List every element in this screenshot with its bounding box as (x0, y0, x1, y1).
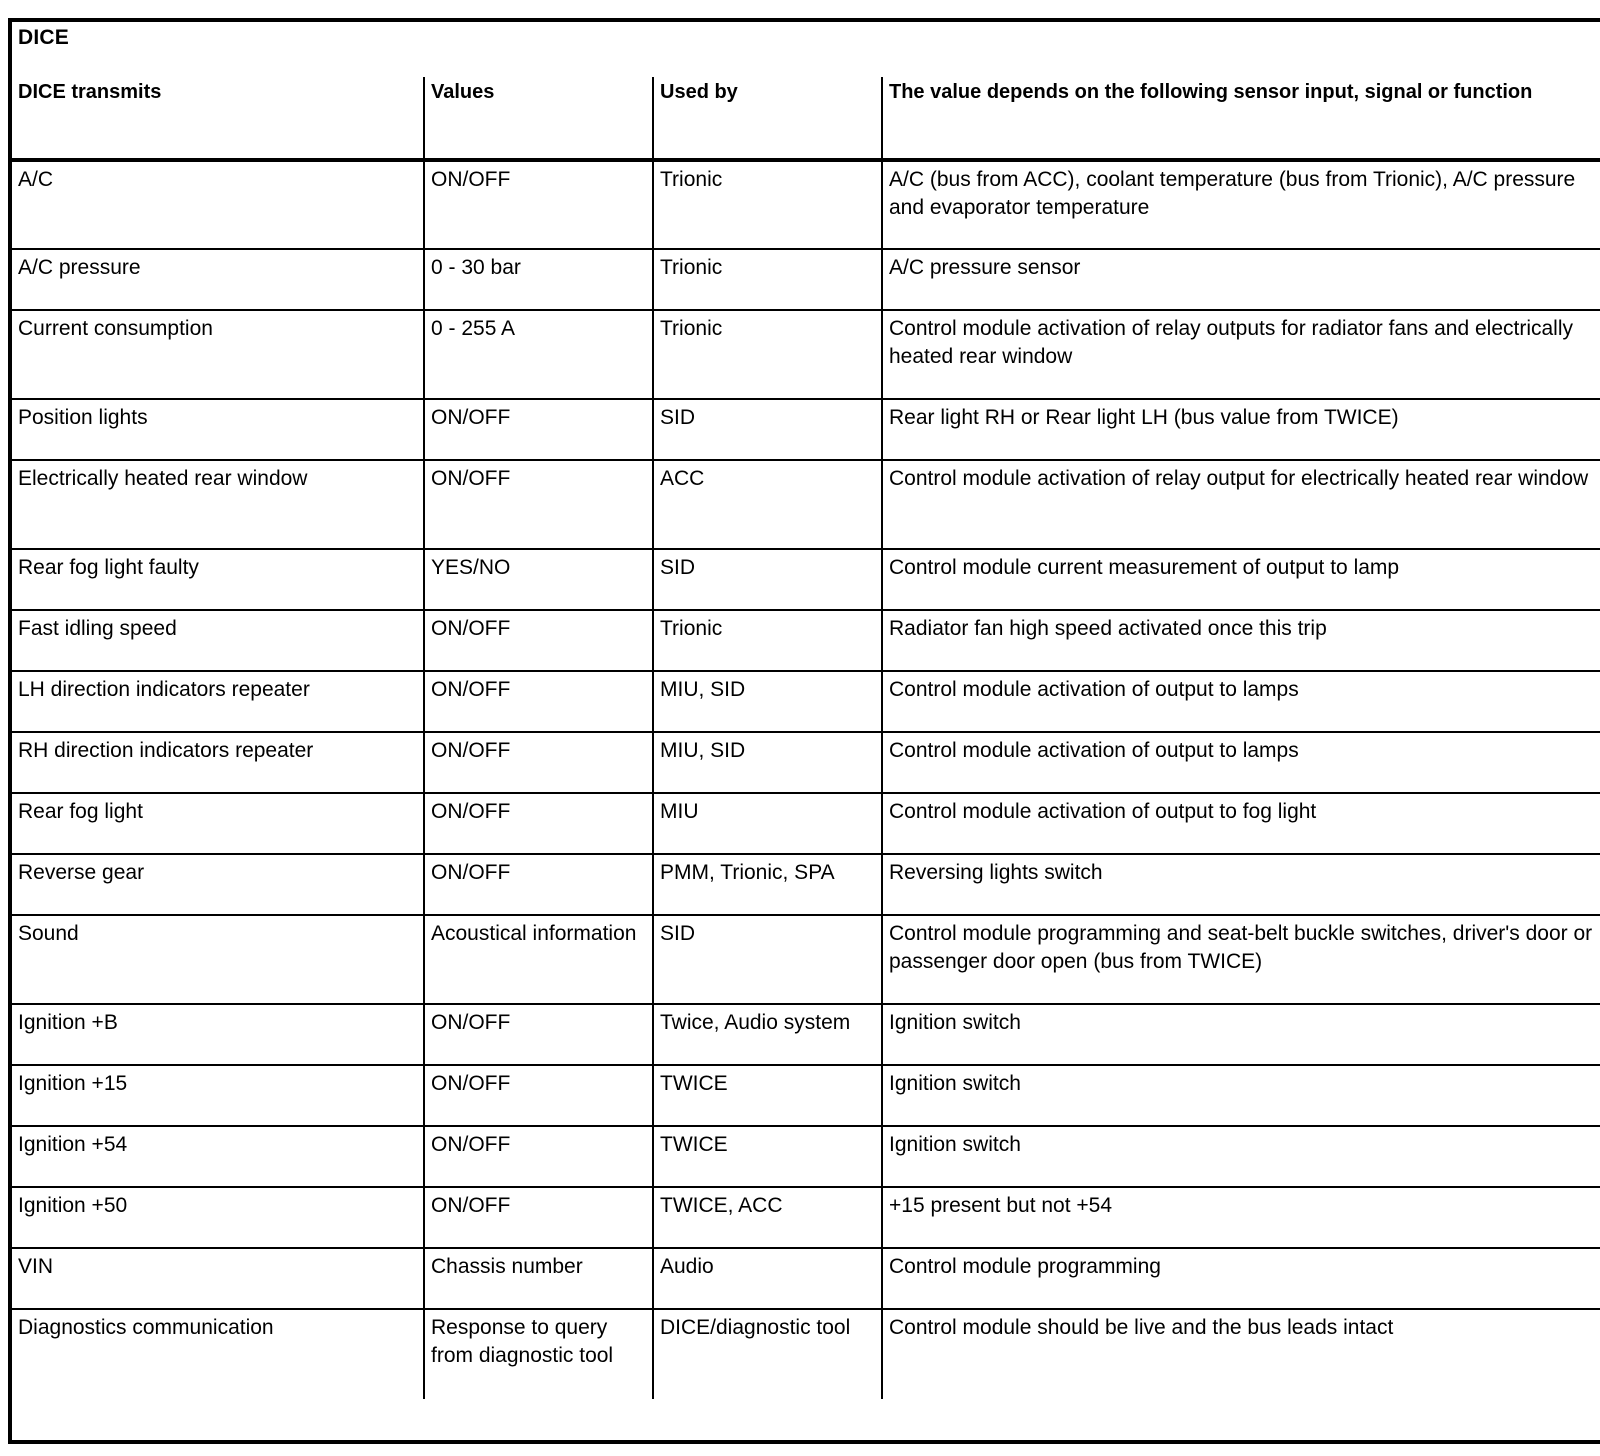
cell-used-by: MIU (653, 793, 882, 854)
table-row (12, 549, 1600, 610)
cell-depends-on: Ignition switch (882, 1126, 1600, 1187)
cell-depends-on: Control module current measurement of output to lamp (882, 549, 1600, 610)
table-row (12, 310, 1600, 399)
cell-values: ON/OFF (424, 1126, 653, 1187)
cell-values: ON/OFF (424, 671, 653, 732)
cell-used-by: Trionic (653, 160, 882, 249)
table-row (12, 610, 1600, 671)
table-row (12, 732, 1600, 793)
cell-transmits: LH direction indicators repeater (12, 671, 424, 732)
dice-signal-table (12, 77, 1600, 1399)
table-row (12, 1004, 1600, 1065)
cell-transmits: A/C (12, 160, 424, 249)
table-row (12, 854, 1600, 915)
cell-values: ON/OFF (424, 399, 653, 460)
cell-depends-on: Control module activation of output to lamps (882, 732, 1600, 793)
column-header-values: Values (424, 77, 653, 160)
cell-used-by: ACC (653, 460, 882, 549)
cell-transmits: Fast idling speed (12, 610, 424, 671)
cell-values: ON/OFF (424, 610, 653, 671)
table-row (12, 249, 1600, 310)
cell-used-by: MIU, SID (653, 671, 882, 732)
cell-used-by: SID (653, 915, 882, 1004)
cell-values: Response to query from diagnostic tool (424, 1309, 653, 1399)
column-header-transmits: DICE transmits (12, 77, 424, 160)
table-row (12, 1126, 1600, 1187)
cell-used-by: Audio (653, 1248, 882, 1309)
cell-transmits: Reverse gear (12, 854, 424, 915)
cell-transmits: Diagnostics communication (18, 1316, 274, 1339)
cell-depends-on: Control module activation of output to lamps (882, 671, 1600, 732)
table-row (12, 160, 1600, 249)
cell-depends-on: A/C (bus from ACC), coolant temperature (bus from Trionic), A/C pressure and evaporator temperature (882, 160, 1600, 249)
table-row (12, 1065, 1600, 1126)
table-row (12, 915, 1600, 1004)
cell-used-by: SID (653, 549, 882, 610)
cell-transmits: Ignition +50 (12, 1187, 424, 1248)
cell-used-by: Trionic (653, 249, 882, 310)
table-row (12, 793, 1600, 854)
cell-depends-on: Control module should be live and the bus leads intact (882, 1309, 1600, 1399)
cell-values: ON/OFF (424, 1187, 653, 1248)
table-row (12, 1187, 1600, 1248)
cell-transmits: RH direction indicators repeater (12, 732, 424, 793)
cell-transmits: Electrically heated rear window (12, 460, 424, 549)
cell-depends-on: Control module activation of relay output for electrically heated rear window (882, 460, 1600, 549)
cell-used-by: TWICE (653, 1065, 882, 1126)
cell-values: ON/OFF (424, 732, 653, 793)
cell-transmits: Sound (12, 915, 424, 1004)
cell-depends-on: Radiator fan high speed activated once this trip (882, 610, 1600, 671)
table-row (12, 460, 1600, 549)
cell-values: ON/OFF (424, 460, 653, 549)
cell-values: Chassis number (424, 1248, 653, 1309)
cell-values: ON/OFF (424, 160, 653, 249)
cell-transmits: Rear fog light faulty (12, 549, 424, 610)
cell-depends-on: Rear light RH or Rear light LH (bus value from TWICE) (882, 399, 1600, 460)
cell-depends-on: Control module programming and seat-belt buckle switches, driver's door or passenger door open (bus from TWICE) (882, 915, 1600, 1004)
table-header-row (12, 77, 1600, 160)
column-header-depends-on: The value depends on the following sensor input, signal or function (882, 77, 1600, 160)
cell-used-by: MIU, SID (653, 732, 882, 793)
cell-values: 0 - 255 A (424, 310, 653, 399)
cell-transmits: A/C pressure (12, 249, 424, 310)
cell-used-by: TWICE (653, 1126, 882, 1187)
table-row (12, 399, 1600, 460)
cell-used-by: DICE/diagnostic tool (653, 1309, 882, 1399)
table-row (12, 1248, 1600, 1309)
cell-depends-on: Control module activation of output to fog light (882, 793, 1600, 854)
cell-values: ON/OFF (424, 1065, 653, 1126)
cell-depends-on: Ignition switch (882, 1065, 1600, 1126)
cell-transmits: Position lights (12, 399, 424, 460)
cell-transmits: VIN (12, 1248, 424, 1309)
column-header-used-by: Used by (653, 77, 882, 160)
cell-depends-on: A/C pressure sensor (882, 249, 1600, 310)
cell-values: ON/OFF (424, 1004, 653, 1065)
cell-used-by: Trionic (653, 610, 882, 671)
cell-used-by: TWICE, ACC (653, 1187, 882, 1248)
cell-depends-on: Control module activation of relay outputs for radiator fans and electrically heated rear window (882, 310, 1600, 399)
cell-depends-on: Reversing lights switch (882, 854, 1600, 915)
cell-used-by: Trionic (653, 310, 882, 399)
cell-used-by: SID (653, 399, 882, 460)
cell-values: ON/OFF (424, 854, 653, 915)
cell-depends-on: Control module programming (882, 1248, 1600, 1309)
cell-values: 0 - 30 bar (424, 249, 653, 310)
cell-used-by: PMM, Trionic, SPA (653, 854, 882, 915)
cell-values: YES/NO (424, 549, 653, 610)
table-row (12, 1309, 1600, 1399)
cell-transmits: Ignition +15 (12, 1065, 424, 1126)
cell-values: ON/OFF (424, 793, 653, 854)
cell-used-by: Twice, Audio system (653, 1004, 882, 1065)
cell-transmits: Rear fog light (12, 793, 424, 854)
cell-transmits: Ignition +54 (12, 1126, 424, 1187)
cell-values: Acoustical information (424, 915, 653, 1004)
cell-transmits: Ignition +B (12, 1004, 424, 1065)
cell-depends-on: Ignition switch (882, 1004, 1600, 1065)
cell-depends-on: +15 present but not +54 (882, 1187, 1600, 1248)
document-title: DICE (18, 26, 69, 49)
cell-transmits: Current consumption (12, 310, 424, 399)
table-row (12, 671, 1600, 732)
